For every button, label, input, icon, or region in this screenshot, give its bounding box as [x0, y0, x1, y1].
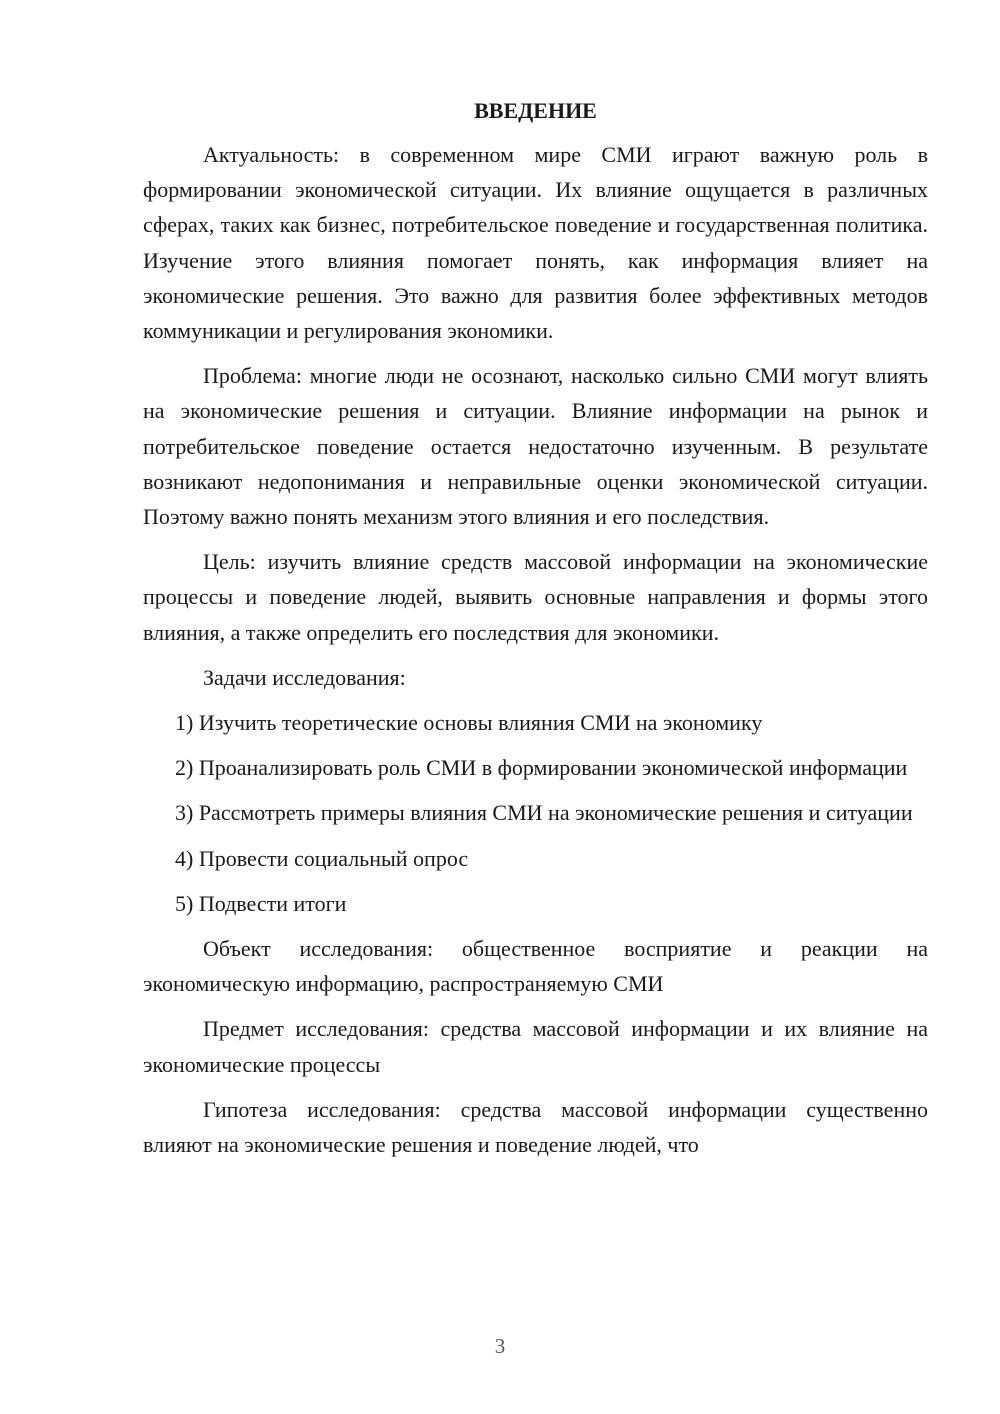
task-item-2: 2) Проанализировать роль СМИ в формировании экономической информации — [175, 755, 908, 781]
paragraph-relevance: Актуальность: в современном мире СМИ играют важную роль в формировании экономической ситуации. Их влияние ощущается в различных сферах, таких как бизнес, потребительское поведение и государственная политика. Изучение этого влияния помогает понять, как информация влияет на экономические решения. Это важно для развития более эффективных методов коммуникации и регулирования экономики. — [143, 142, 928, 344]
task-item-3: 3) Рассмотреть примеры влияния СМИ на экономические решения и ситуации — [175, 800, 913, 826]
document-page — [143, 95, 928, 1172]
paragraph-problem: Проблема: многие люди не осознают, насколько сильно СМИ могут влиять на экономические решения и ситуации. Влияние информации на рынок и потребительское поведение остается недостаточно изученным. В результате возникают недопонимания и неправильные оценки экономической ситуации. Поэтому важно понять механизм этого влияния и его последствия. — [143, 363, 928, 530]
task-item-4: 4) Провести социальный опрос — [175, 845, 469, 871]
task-item-1: 1) Изучить теоретические основы влияния СМИ на экономику — [175, 710, 763, 736]
paragraph-hypothesis: Гипотеза исследования: средства массовой информации существенно влияют на экономические решения и поведение людей, что — [143, 1096, 928, 1158]
paragraph-subject: Предмет исследования: средства массовой информации и их влияние на экономические процессы — [143, 1016, 928, 1077]
page-number: 3 — [494, 1334, 506, 1358]
paragraph-goal: Цель: изучить влияние средств массовой информации на экономические процессы и поведение людей, выявить основные направления и формы этого влияния, а также определить его последствия для экономики. — [143, 549, 928, 645]
paragraph-object: Объект исследования: общественное восприятие и реакции на экономическую информацию, распространяемую СМИ — [143, 936, 928, 997]
section-title: ВВЕДЕНИЕ — [474, 98, 597, 123]
task-item-5: 5) Подвести итоги — [175, 890, 347, 916]
paragraph-tasks-heading: Задачи исследования: — [203, 664, 406, 690]
